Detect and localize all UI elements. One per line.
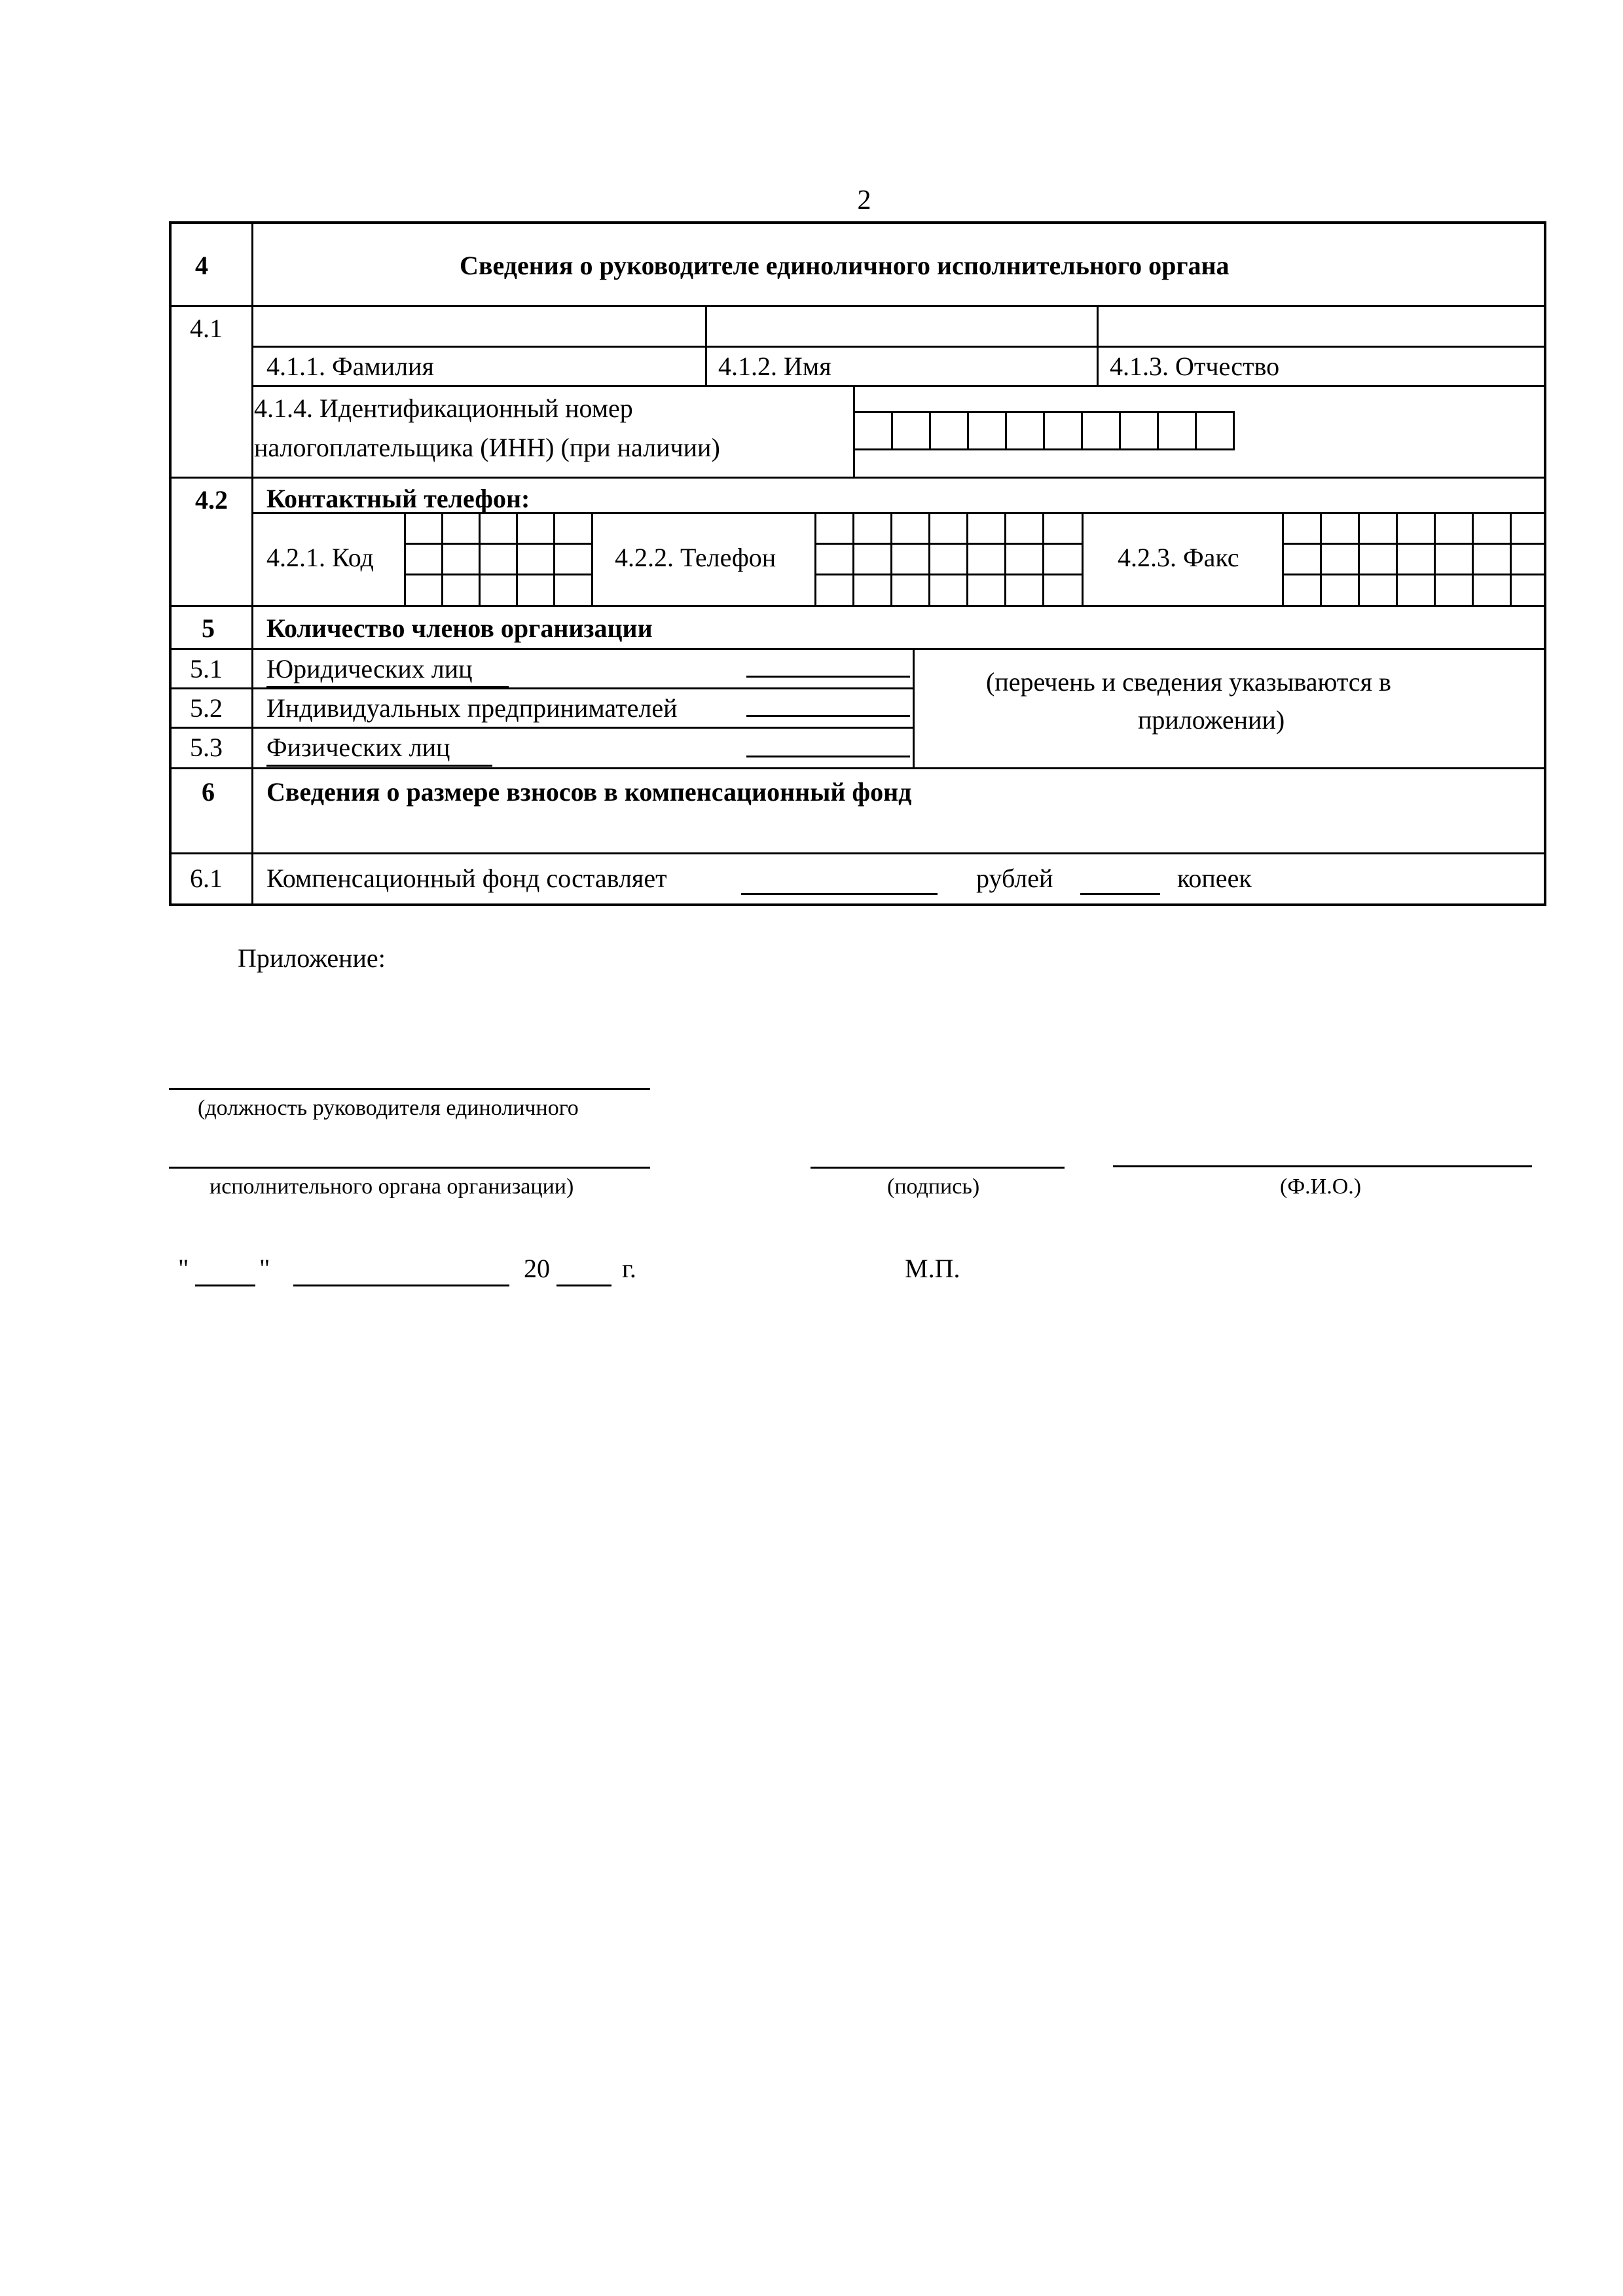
appendix-label: Приложение: — [238, 943, 386, 973]
year-suffix: г. — [622, 1254, 636, 1283]
inn-label-line1: 4.1.4. Идентификационный номер — [254, 393, 633, 423]
code-input-cells[interactable] — [404, 512, 591, 605]
row-6-1-number: 6.1 — [190, 864, 223, 893]
surname-label: 4.1.1. Фамилия — [266, 352, 434, 381]
patronymic-label: 4.1.3. Отчество — [1110, 352, 1280, 381]
form-table — [169, 221, 1546, 906]
row-5-2-number: 5.2 — [190, 693, 223, 723]
code-label: 4.2.1. Код — [266, 543, 374, 572]
signature-caption: (подпись) — [887, 1175, 980, 1199]
appendix-note-line2: приложении) — [1138, 705, 1285, 735]
entrepreneurs-label: Индивидуальных предпринимателей — [266, 693, 678, 723]
year-prefix: 20 — [524, 1254, 550, 1283]
legal-entities-label: Юридических лиц — [266, 654, 473, 683]
kopecks-label: копеек — [1177, 864, 1252, 893]
section-4-title: Сведения о руководителе единоличного исполнительного органа — [460, 251, 1230, 280]
section-4-number: 4 — [195, 251, 208, 280]
month-line[interactable] — [293, 1285, 509, 1286]
fax-label: 4.2.3. Факс — [1118, 543, 1239, 572]
date-close-quote: " — [259, 1254, 270, 1283]
phone-input-cells[interactable] — [814, 512, 1082, 605]
individuals-count-line[interactable] — [746, 756, 910, 757]
row-5-3-number: 5.3 — [190, 733, 223, 762]
inn-label-line2: налогоплательщика (ИНН) (при наличии) — [254, 433, 720, 462]
position-caption-line1: (должность руководителя единоличного — [198, 1096, 579, 1120]
rubles-line[interactable] — [741, 893, 938, 895]
kopecks-line[interactable] — [1080, 893, 1160, 895]
position-line-2[interactable] — [169, 1167, 650, 1169]
fio-line[interactable] — [1113, 1165, 1532, 1167]
contact-phone-title: Контактный телефон: — [266, 484, 530, 513]
signature-line[interactable] — [811, 1167, 1065, 1169]
fax-input-cells[interactable] — [1282, 512, 1546, 605]
rubles-label: рублей — [976, 864, 1053, 893]
individuals-label: Физических лиц — [266, 733, 450, 762]
stamp-place: М.П. — [905, 1254, 960, 1283]
entrepreneurs-count-line[interactable] — [746, 715, 910, 717]
position-caption-line2: исполнительного органа организации) — [210, 1175, 574, 1199]
compensation-fund-label: Компенсационный фонд составляет — [266, 864, 667, 893]
fio-caption: (Ф.И.О.) — [1280, 1175, 1362, 1199]
page-number: 2 — [857, 185, 871, 215]
section-6-number: 6 — [202, 777, 215, 807]
appendix-note-line1: (перечень и сведения указываются в — [986, 667, 1391, 697]
section-5-title: Количество членов организации — [266, 613, 653, 643]
name-label: 4.1.2. Имя — [718, 352, 831, 381]
section-6-title: Сведения о размере взносов в компенсационный фонд — [266, 777, 912, 807]
position-line-1[interactable] — [169, 1088, 650, 1090]
date-open-quote: " — [178, 1254, 189, 1283]
row-4-2-number: 4.2 — [195, 485, 228, 515]
year-line[interactable] — [556, 1285, 611, 1286]
day-line[interactable] — [195, 1285, 255, 1286]
phone-label: 4.2.2. Телефон — [615, 543, 776, 572]
row-4-1-number: 4.1 — [190, 314, 223, 343]
inn-input-cells[interactable] — [853, 411, 1235, 450]
row-5-1-number: 5.1 — [190, 654, 223, 683]
legal-entities-count-line[interactable] — [746, 676, 910, 678]
section-5-number: 5 — [202, 613, 215, 643]
